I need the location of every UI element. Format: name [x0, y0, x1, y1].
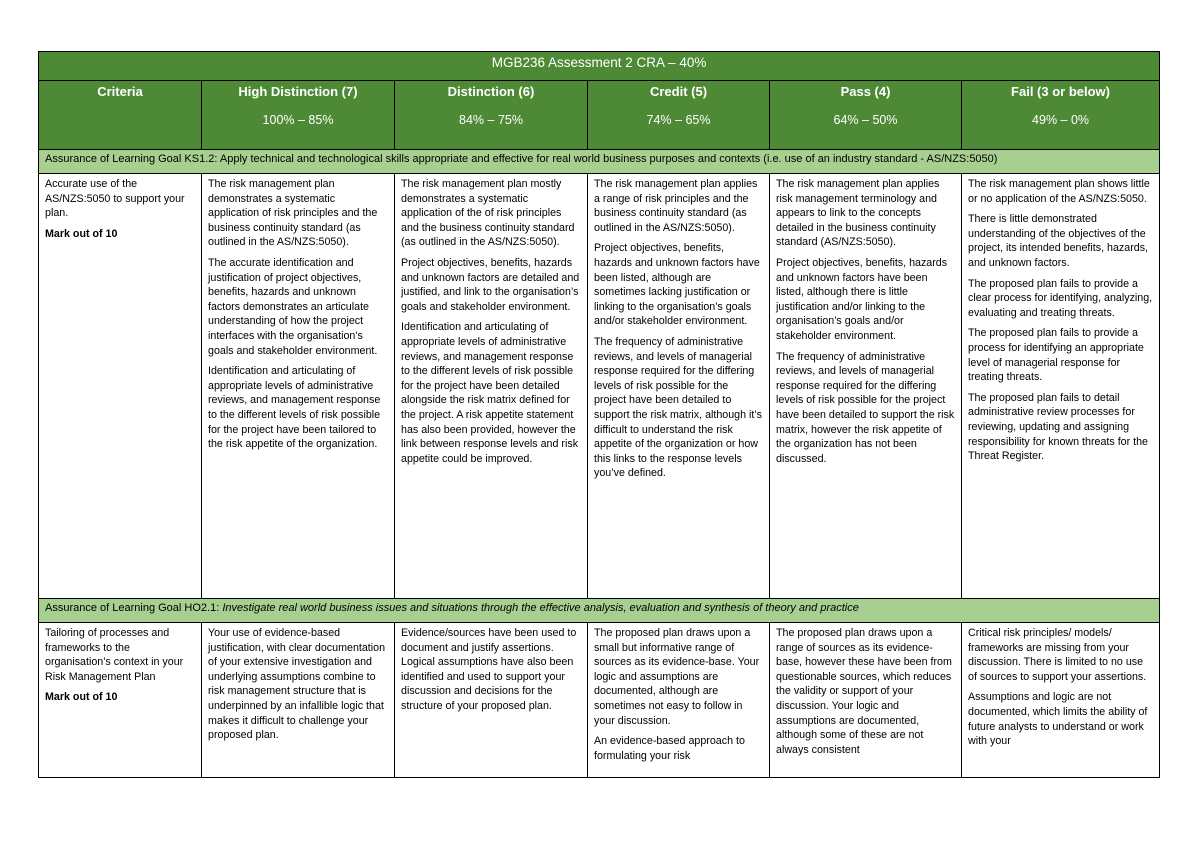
c-cell [588, 174, 770, 599]
goal-prefix: Assurance of Learning Goal HO2.1: [45, 602, 223, 614]
descriptor-paragraph: The frequency of administrative reviews, and levels of managerial response required for the differing levels of risk possible for the project have been detailed to support the risk matrix, however the risk appetite of the organization has not been discussed. [776, 350, 955, 465]
descriptor-paragraph: Project objectives, benefits, hazards and unknown factors are detailed and justified, and link to the organisation’s goals and stakeholder environment. [401, 256, 580, 313]
rubric-table [38, 51, 1160, 778]
descriptor-paragraph: The proposed plan fails to provide a process for identifying an appropriate level of managerial response for treating threats. [968, 327, 1144, 384]
descriptor-paragraph: Project objectives, benefits, hazards and unknown factors have been listed, although there is little justification and/or linking to the organisation’s goals and/or stakeholder environment. [776, 256, 948, 342]
descriptor-paragraph: There is little demonstrated understanding of the objectives of the project, its intended benefits, hazards, and unknown factors. [968, 213, 1149, 269]
criteria-text: Tailoring of processes and frameworks to the organisation’s context in your Risk Management Plan [45, 627, 184, 683]
descriptor-paragraph: The proposed plan fails to detail administrative review processes for reviewing, updating and assigning responsibility for known threats for the Threat Register. [968, 391, 1148, 463]
f-cell [962, 174, 1160, 599]
header-percent: 100% – 85% [262, 113, 334, 127]
descriptor-paragraph: The risk management plan applies risk management terminology and appears to link to the concepts detailed in the business continuity standard (AS/NZS:5050). [776, 178, 940, 249]
header-pass [770, 81, 962, 150]
descriptor-paragraph: An evidence-based approach to formulating your risk [594, 735, 745, 762]
goal-ho21 [39, 599, 1160, 623]
title-row [39, 52, 1160, 81]
descriptor-paragraph: Evidence/sources have been used to document and justify assertions. Logical assumptions have also been identified and used to support your discussion and decisions for the structure of your proposed plan. [401, 627, 577, 712]
hd-cell [202, 174, 395, 599]
header-distinction [395, 81, 588, 150]
descriptor-paragraph: The risk management plan mostly demonstrates a systematic application of the of risk principles and the business continuity standard (as outlined in the AS/NZS:5050). [401, 178, 575, 249]
descriptor-paragraph: Your use of evidence-based justification, with clear documentation of your extensive investigation and underlying assumptions combine to risk management structure that is underpinned by an infallible logic that makes it difficult to challenge your proposed plan. [208, 627, 386, 742]
c-cell [588, 623, 770, 778]
goal-text: Apply technical and technological skills appropriate and effective for real world business purposes and contexts (i.e. use of an industry standard - AS/NZS:5050) [219, 153, 998, 165]
header-label: High Distinction (7) [238, 84, 358, 99]
header-criteria [39, 81, 202, 150]
criteria-row-2 [39, 623, 1160, 778]
header-label: Distinction (6) [447, 84, 535, 99]
header-percent: 49% – 0% [1032, 113, 1090, 127]
p-cell [770, 623, 962, 778]
goal-prefix: Assurance of Learning Goal KS1.2: [45, 153, 220, 165]
header-label: Pass (4) [840, 84, 891, 99]
descriptor-paragraph: Assumptions and logic are not documented, which limits the ability of future analysts to understand or work with your [968, 691, 1148, 748]
header-row [39, 81, 1160, 150]
descriptor-paragraph: Identification and articulating of appropriate levels of administrative reviews, and management response to the different levels of risk possible for the project have been detailed alongside the risk matrix defined for the project. A risk appetite statement has also been provided, however the link between response levels and risk appetite could be improved. [401, 321, 579, 465]
hd-cell [202, 623, 395, 778]
header-fail [962, 81, 1160, 150]
d-cell [395, 174, 588, 599]
header-credit [588, 81, 770, 150]
document-title: MGB236 Assessment 2 CRA – 40% [39, 52, 1160, 81]
criteria-cell [39, 623, 202, 778]
goal-ks12 [39, 150, 1160, 174]
header-high-distinction [202, 81, 395, 150]
header-percent: 64% – 50% [833, 113, 898, 127]
rubric-page [38, 51, 1159, 778]
f-cell [962, 623, 1160, 778]
goal-row-ks12 [39, 150, 1160, 174]
criteria-cell [39, 174, 202, 599]
criteria-row-1 [39, 174, 1160, 599]
header-percent: 74% – 65% [646, 113, 711, 127]
mark-label: Mark out of 10 [45, 227, 118, 240]
descriptor-paragraph: Critical risk principles/ models/ frameworks are missing from your discussion. There is limited to no use of sources to support your assertions. [968, 627, 1147, 683]
criteria-text: Accurate use of the AS/NZS:5050 to support your plan. [45, 178, 185, 220]
p-cell [770, 174, 962, 599]
goal-row-ho21 [39, 599, 1160, 623]
descriptor-paragraph: The risk management plan demonstrates a systematic application of risk principles and the business continuity standard (as outlined in the AS/NZS:5050). [208, 178, 378, 249]
descriptor-paragraph: The risk management plan shows little or no application of the AS/NZS:5050. [968, 178, 1150, 205]
d-cell [395, 623, 588, 778]
header-label: Fail (3 or below) [1011, 84, 1111, 99]
header-label: Credit (5) [649, 84, 708, 99]
descriptor-paragraph: The proposed plan draws upon a small but informative range of sources as its evidence-base. Your logic and assumptions are documented, although are sometimes not easy to follow in your discussion. [594, 627, 760, 727]
descriptor-paragraph: The proposed plan fails to provide a clear process for identifying, analyzing, evaluating and treating threats. [968, 277, 1153, 319]
descriptor-paragraph: The risk management plan applies a range of risk principles and the business continuity standard (as outlined in the AS/NZS:5050). [594, 178, 758, 234]
mark-label: Mark out of 10 [45, 691, 118, 704]
header-percent: 84% – 75% [459, 113, 523, 127]
descriptor-paragraph: The proposed plan draws upon a range of sources as its evidence-base, however these have been from questionable sources, which reduces the validity or support of your discussion. Your logic and assumptions are documented, although some of these are not always consistent [776, 627, 952, 756]
descriptor-paragraph: Project objectives, benefits, hazards and unknown factors have been listed, although are sometimes lacking justification or linking to the organisation’s goals and/or stakeholder environment. [594, 242, 760, 328]
descriptor-paragraph: The accurate identification and justification of project objectives, benefits, hazards and unknown factors demonstrates an articulate understanding of how the project interfaces with the organisation’s goals and stakeholder environment. [208, 256, 378, 357]
header-label: Criteria [97, 84, 143, 99]
descriptor-paragraph: Identification and articulating of appropriate levels of administrative reviews, and management response to the different levels of risk possible for the project have been tailored to the risk appetite of the organization. [208, 365, 381, 451]
descriptor-paragraph: The frequency of administrative reviews, and levels of managerial response required for the differing levels of risk possible for the project have been detailed to support the risk matrix, although it’s difficult to understand the risk appetite of the organization or how this links to the response levels you’ve defined. [594, 335, 762, 480]
goal-text: Investigate real world business issues and situations through the effective analysis, evaluation and synthesis of theory and practice [222, 602, 859, 614]
